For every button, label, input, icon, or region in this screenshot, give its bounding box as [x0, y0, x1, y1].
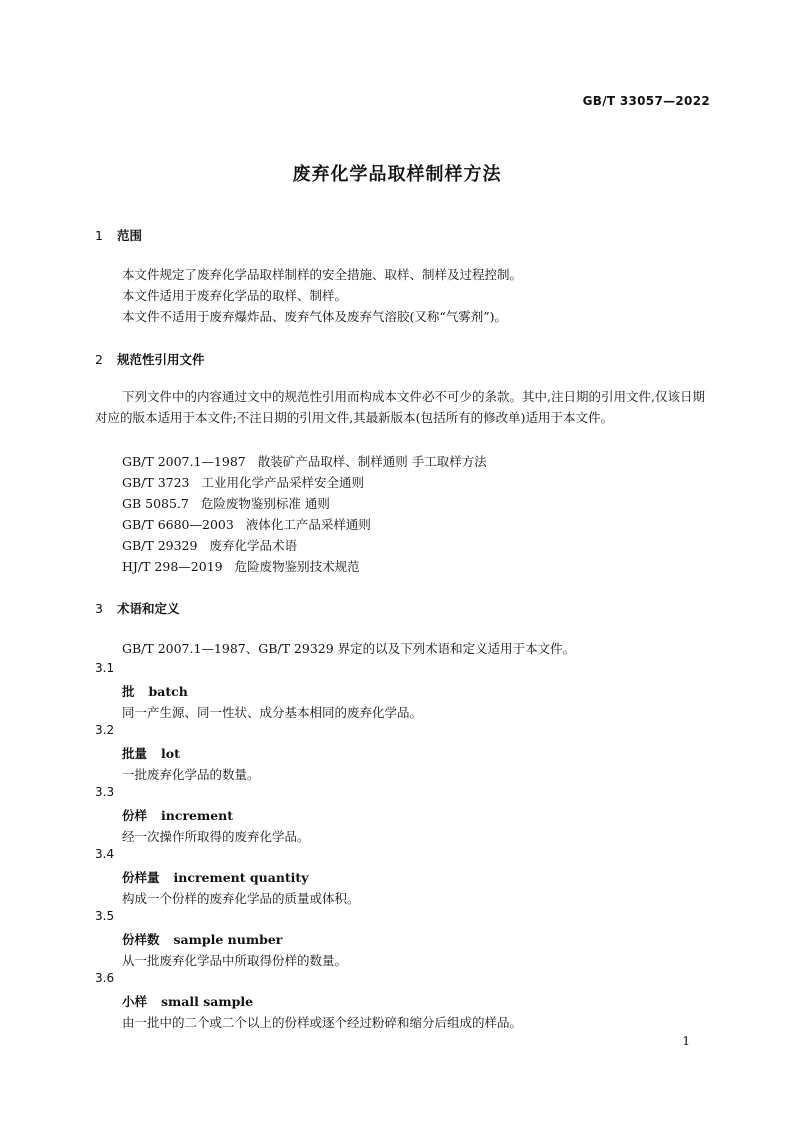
term-heading: [122, 992, 253, 1010]
term-heading: [122, 806, 233, 824]
term-definition: 由一批中的二个或二个以上的份样或逐个经过粉碎和缩分后组成的样品。: [122, 1015, 523, 1030]
term-definition: 一批废弃化学品的数量。: [122, 767, 260, 782]
term-number: 3.3: [95, 785, 115, 799]
term-en: sample number: [173, 932, 283, 947]
term-number: 3.5: [95, 909, 115, 923]
term-heading: [122, 744, 180, 762]
section-title: 术语和定义: [117, 601, 180, 616]
reference-item: [122, 536, 297, 554]
term-heading: [122, 930, 282, 948]
reference-item: [122, 557, 360, 575]
reference-code: GB/T 2007.1—1987: [122, 454, 246, 469]
term-en: increment: [161, 808, 234, 823]
reference-code: GB 5085.7: [122, 496, 189, 511]
reference-item: [122, 515, 371, 533]
section-number: 3: [95, 601, 103, 616]
section-scope-heading: [95, 226, 142, 244]
term-en: small sample: [161, 994, 254, 1009]
section-title: 范围: [117, 228, 143, 243]
section-title: 规范性引用文件: [117, 352, 205, 367]
standard-number: GB/T 33057—2022: [582, 94, 710, 108]
term-definition: 同一产生源、同一性状、成分基本相同的废弃化学品。: [122, 705, 423, 720]
term-definition: 从一批废弃化学品中所取得份样的数量。: [122, 953, 348, 968]
reference-title: 工业用化学产品采样安全通则: [201, 475, 365, 490]
scope-paragraph: 本文件规定了废弃化学品取样制样的安全措施、取样、制样及过程控制。: [122, 267, 523, 282]
normative-refs-intro: 下列文件中的内容通过文中的规范性引用而构成本文件必不可少的条款。其中,注日期的引用文件,仅该日期对应的版本适用于本文件;不注日期的引用文件,其最新版本(包括所有的修改单)适用于本文件。: [95, 389, 705, 425]
scope-paragraph: 本文件适用于废弃化学品的取样、制样。: [122, 288, 348, 303]
reference-title: 废弃化学品术语: [209, 538, 297, 553]
reference-item: [122, 494, 330, 512]
term-number: 3.2: [95, 723, 115, 737]
reference-title: 危险废物鉴别标准 通则: [200, 496, 330, 511]
section-number: 1: [95, 228, 103, 243]
reference-title: 危险废物鉴别技术规范: [234, 559, 360, 574]
term-en: increment quantity: [173, 870, 309, 885]
term-heading: [122, 682, 188, 700]
reference-item: [122, 452, 487, 470]
term-zh: 批量: [122, 746, 148, 761]
term-zh: 批: [122, 684, 135, 699]
reference-title: 液体化工产品采样通则: [245, 517, 371, 532]
reference-code: HJ/T 298—2019: [122, 559, 223, 574]
scope-paragraph: 本文件不适用于废弃爆炸品、废弃气体及废弃气溶胶(又称“气雾剂”)。: [122, 309, 508, 324]
term-zh: 份样数: [122, 932, 160, 947]
term-number: 3.1: [95, 661, 115, 675]
term-en: batch: [148, 684, 188, 699]
term-number: 3.4: [95, 847, 115, 861]
term-en: lot: [161, 746, 180, 761]
reference-code: GB/T 3723: [122, 475, 190, 490]
term-heading: [122, 868, 308, 886]
terms-intro: GB/T 2007.1—1987、GB/T 29329 界定的以及下列术语和定义适用于本文件。: [122, 641, 576, 656]
reference-code: GB/T 6680—2003: [122, 517, 234, 532]
document-title: 废弃化学品取样制样方法: [292, 164, 502, 185]
term-number: 3.6: [95, 971, 115, 985]
term-definition: 经一次操作所取得的废弃化学品。: [122, 829, 310, 844]
reference-code: GB/T 29329: [122, 538, 198, 553]
section-number: 2: [95, 352, 103, 367]
section-normative-refs-heading: [95, 350, 205, 368]
reference-title: 散装矿产品取样、制样通则 手工取样方法: [257, 454, 487, 469]
term-zh: 份样量: [122, 870, 160, 885]
term-zh: 份样: [122, 808, 148, 823]
section-terms-heading: [95, 599, 180, 617]
term-zh: 小样: [122, 994, 148, 1009]
reference-item: [122, 473, 364, 491]
page-number: 1: [682, 1034, 690, 1048]
term-definition: 构成一个份样的废弃化学品的质量或体积。: [122, 891, 360, 906]
